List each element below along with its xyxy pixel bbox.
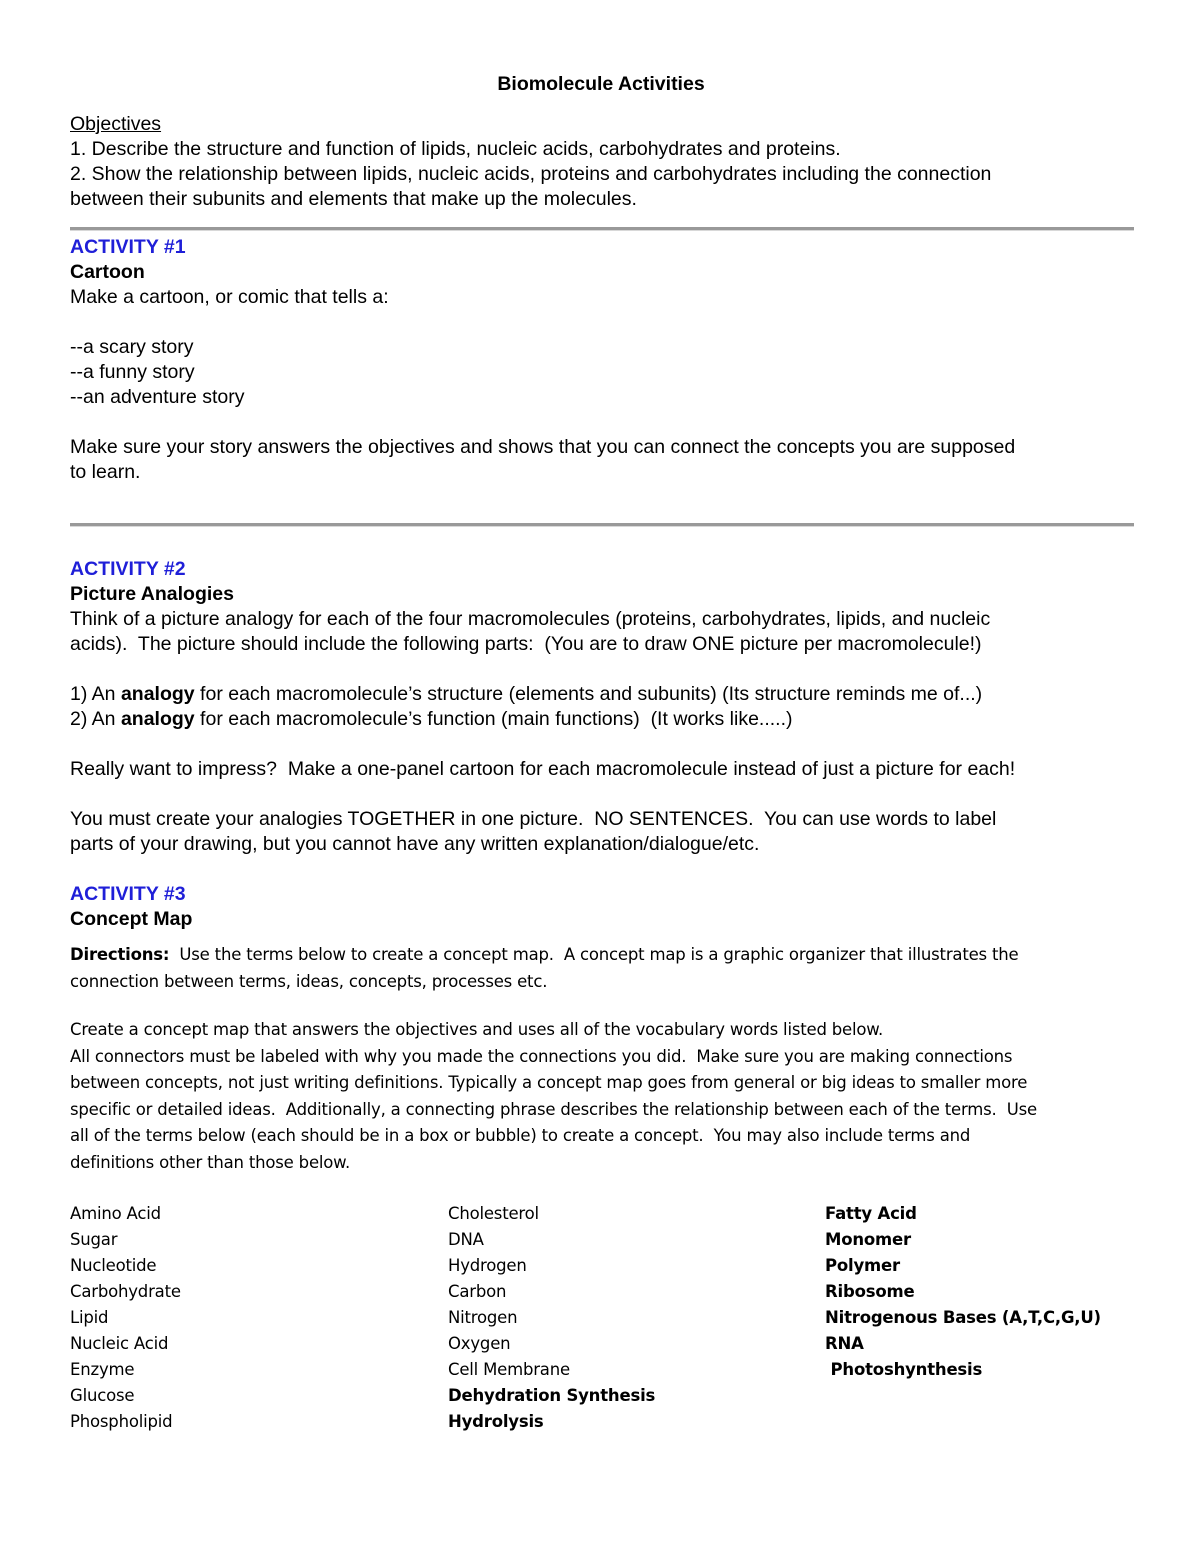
document-page xyxy=(70,70,1132,1435)
concept-map-instructions: definitions other than those below. xyxy=(70,1152,350,1172)
vocabulary-terms xyxy=(70,1201,1132,1435)
analogy-part-text: for each macromolecule’s function (main functions) (It works like.....) xyxy=(194,708,793,730)
vocab-term: Monomer xyxy=(825,1230,911,1249)
activity-1-label: ACTIVITY #1 xyxy=(70,236,186,258)
analogy-part-text: for each macromolecule’s structure (elements and subunits) (Its structure reminds me of...) xyxy=(194,683,983,705)
vocab-term: Nitrogen xyxy=(448,1308,518,1327)
vocab-term: RNA xyxy=(825,1334,864,1353)
vocab-term: Photoshynthesis xyxy=(825,1360,983,1379)
vocab-term: Polymer xyxy=(825,1256,900,1275)
terms-column-1 xyxy=(70,1201,448,1435)
vocab-term: Enzyme xyxy=(70,1360,135,1379)
objective-line: between their subunits and elements that make up the molecules. xyxy=(70,188,637,210)
concept-map-instructions: between concepts, not just writing definitions. Typically a concept map goes from general or big ideas to smaller more xyxy=(70,1073,1028,1092)
terms-column-3 xyxy=(825,1201,1132,1435)
directions-label: Directions: xyxy=(70,945,170,964)
vocab-term: Cell Membrane xyxy=(448,1360,570,1379)
vocab-term: DNA xyxy=(448,1230,484,1249)
activity-3-label: ACTIVITY #3 xyxy=(70,883,186,905)
vocab-term: Nitrogenous Bases (A,T,C,G,U) xyxy=(825,1308,1101,1327)
activity-1-name: Cartoon xyxy=(70,261,145,283)
directions-line xyxy=(70,942,1132,969)
activity-2-intro: acids). The picture should include the following parts: (You are to draw ONE picture per macromolecule!) xyxy=(70,633,982,655)
activity-2-impress: Really want to impress? Make a one-panel cartoon for each macromolecule instead of just a picture for each! xyxy=(70,758,1016,780)
activity-2-intro: Think of a picture analogy for each of the four macromolecules (proteins, carbohydrates, lipids, and nucleic xyxy=(70,608,991,630)
vocab-term: Nucleic Acid xyxy=(70,1334,169,1353)
vocab-term: Carbon xyxy=(448,1282,507,1301)
activity-1-note: to learn. xyxy=(70,461,141,483)
concept-map-instructions: All connectors must be labeled with why you made the connections you did. Make sure you are making connections xyxy=(70,1046,1013,1066)
activity-1-intro: Make a cartoon, or comic that tells a: xyxy=(70,286,389,308)
concept-map-instructions: specific or detailed ideas. Additionally, a connecting phrase describes the relationship between each of the terms. Use xyxy=(70,1099,1037,1119)
vocab-term: Ribosome xyxy=(825,1282,915,1301)
activity-2-together: parts of your drawing, but you cannot have any written explanation/dialogue/etc. xyxy=(70,833,760,855)
activity-2-section xyxy=(70,557,1132,932)
story-option: --an adventure story xyxy=(70,386,245,408)
analogy-part xyxy=(70,682,1132,707)
objectives-section xyxy=(70,112,1132,212)
concept-map-instructions: Create a concept map that answers the objectives and uses all of the vocabulary words listed below. xyxy=(70,1020,884,1039)
vocab-term: Cholesterol xyxy=(448,1204,539,1223)
story-option: --a scary story xyxy=(70,336,194,358)
objectives-heading: Objectives xyxy=(70,113,162,135)
vocab-term: Phospholipid xyxy=(70,1412,173,1431)
activity-2-together: You must create your analogies TOGETHER in one picture. NO SENTENCES. You can use words to label xyxy=(70,808,997,830)
concept-map-instructions: all of the terms below (each should be in a box or bubble) to create a concept. You may also include terms and xyxy=(70,1126,971,1145)
objective-line: 2. Show the relationship between lipids, nucleic acids, proteins and carbohydrates including the connection xyxy=(70,163,992,185)
vocab-term: Glucose xyxy=(70,1386,135,1405)
analogy-part xyxy=(70,707,1132,732)
page-title: Biomolecule Activities xyxy=(497,73,705,95)
activity-1-section xyxy=(70,235,1132,485)
activity-3-section xyxy=(70,942,1132,1176)
activity-2-label: ACTIVITY #2 xyxy=(70,558,186,580)
vocab-term: Dehydration Synthesis xyxy=(448,1386,656,1405)
vocab-term: Oxygen xyxy=(448,1334,511,1353)
directions-text: Use the terms below to create a concept map. A concept map is a graphic organizer that illustrates the xyxy=(169,945,1019,964)
activity-2-name: Picture Analogies xyxy=(70,583,234,605)
story-option: --a funny story xyxy=(70,361,195,383)
activity-3-name: Concept Map xyxy=(70,908,193,930)
vocab-term: Fatty Acid xyxy=(825,1204,917,1223)
terms-column-2 xyxy=(448,1201,825,1435)
vocab-term: Nucleotide xyxy=(70,1256,157,1275)
analogy-part-keyword: analogy xyxy=(120,683,195,705)
vocab-term: Carbohydrate xyxy=(70,1282,181,1301)
analogy-part-keyword: analogy xyxy=(120,708,195,730)
vocab-term: Hydrolysis xyxy=(448,1412,544,1431)
directions-line: connection between terms, ideas, concepts, processes etc. xyxy=(70,971,548,991)
activity-1-note: Make sure your story answers the objectives and shows that you can connect the concepts you are supposed xyxy=(70,436,1016,458)
vocab-term: Amino Acid xyxy=(70,1204,161,1223)
analogy-part-prefix: 2) An xyxy=(70,708,121,730)
objective-line: 1. Describe the structure and function of lipids, nucleic acids, carbohydrates and proteins. xyxy=(70,138,841,160)
analogy-part-prefix: 1) An xyxy=(70,683,121,705)
vocab-term: Sugar xyxy=(70,1230,118,1249)
vocab-term: Hydrogen xyxy=(448,1256,527,1275)
vocab-term: Lipid xyxy=(70,1308,109,1327)
